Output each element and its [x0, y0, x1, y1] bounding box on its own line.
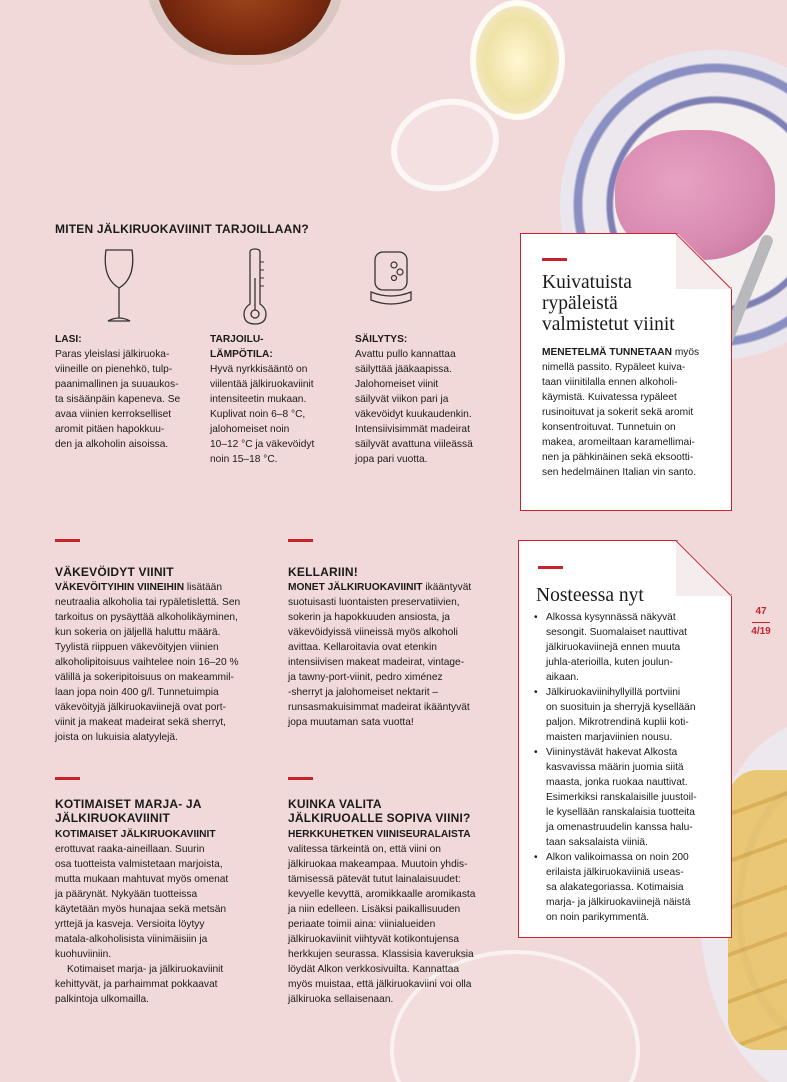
box1-title: Kuivatuista rypäleistä valmistetut viinit: [542, 272, 675, 335]
box1-redbar: [542, 258, 567, 261]
sailytys-block: SÄILYTYS: Avattu pullo kannattaa säilyttää jääkaapissa. Jalohomeiset viinit säilyvät viikon pari ja väkevöidyt kuukaudenkin. Intensiivisimmät madeirat säilyvät avattuna viileässä jopa pari vuotta.: [355, 332, 505, 467]
lampotila-block: TARJOILU- LÄMPÖTILA: Hyvä nyrkkisääntö on viilentää jälkiruokaviinit intensiteetin mukaan. Kuplivat noin 6–8 °C, jalohomeiset noin 10–12 °C ja väkevöidyt noin 15–18 °C.: [210, 332, 340, 467]
lasi-label: LASI:: [55, 334, 82, 345]
box1-body: MENETELMÄ TUNNETAAN myös nimellä passito. Rypäleet kuiva- taan viinitilalla ennen alkoholi- käymistä. Kuivatessa rypäleet rusinoituvat ja sokerit sekä aromit konsentroituvat. Tunnetuin on makea, aromeiltaan karamellimai- nen ja pähkinäinen sekä eksootti- sen hedelmäinen Italian vin santo.: [542, 347, 700, 478]
wine-preserver-icon: [368, 248, 414, 310]
page-number-divider: [752, 622, 770, 623]
box2-redbar: [538, 566, 563, 569]
sailytys-label: SÄILYTYS:: [355, 334, 408, 345]
lampotila-label-2: LÄMPÖTILA:: [210, 349, 273, 360]
thermometer-icon: [240, 248, 270, 326]
list-item: • Jälkiruokaviinihyllyillä portviini on suosituin ja sherryjä kysellään paljon. Mikrotrendinä kuplii koti- maisten marjaviinien nousu.: [534, 685, 730, 745]
kellariin-body: MONET JÄLKIRUOKAVIINIT ikääntyvät suotuisasti luontaisten preservatiivien, sokerin ja hapokkuuden ansiosta, ja väkevöidyissä viineissä myös alkoholi avittaa. Kellaroitavia ovat etenkin intensiivisen makeat madeirat, vintage- ja tawny-port-viinit, pedro ximénez -sherryt ja jalohomeiset nektarit – runsasmakuisimmat madeirat ikääntyvät jopa muutaman sata vuotta!: [288, 582, 472, 728]
kotimaiset-body: KOTIMAISET JÄLKIRUOKAVIINIT erottuvat raaka-aineillaan. Suurin osa tuotteista valmistetaan marjoista, mutta mukaan mahtuvat myös omenat ja päärynät. Nykyään tuotteissa käytetään myös hunajaa sekä metsän yrttejä ja kasveja. Versioita löytyy matala-alkoholisista viinimäisiin ja kuohuviiniin. Kotimaiset marja- ja jälkiruokaviinit kehittyvät, ja parhaimmat pokkaavat palkintoja ulkomailla.: [55, 829, 229, 1005]
kuinka-heading: KUINKA VALITA JÄLKIRUOALLE SOPIVA VIINI?: [288, 797, 471, 825]
red-wine-glass-photo: [145, 0, 345, 65]
kuinka-body: HERKKUHETKEN VIINISEURALAISTA valitessa tärkeintä on, että viini on jälkiruokaa makeampaa. Muutoin yhdis- tämisessä pätevät tutut lainalaisuudet: kevyelle kevyttä, aromikkaalle aromikasta ja niin edelleen. Lisäksi paikallisuuden periaate toimii aina: viinialueiden jälkiruokaviinit viihtyvät kotikontujensa herkkujen seurassa. Klassisia kaveruksia löydät Alkon verkkosivuilta. Kannattaa myös muistaa, että jälkiruokaviini voi olla jälkiruoka sellaisenaan.: [288, 829, 476, 1005]
vakevoidyt-body: VÄKEVÖITYIHIN VIINEIHIN lisätään neutraalia alkoholia tai rypäletislettä. Sen tarkoitus on pysäyttää alkoholikäyminen, kun sokeria on jäljellä haluttu määrä. Tyylistä riippuen väkevöityjen viinien alkoholipitoisuus vaihtelee noin 16–20 % välillä ja sokeripitoisuus on makeammil- laan jopa noin 400 g/l. Tunnetuimpia väkevöityjä jälkiruokaviinejä ovat port- viinit ja makeat madeirat sekä sherryt, joista on lukuisia alatyylejä.: [55, 582, 241, 743]
vakevoidyt-heading: VÄKEVÖIDYT VIINIT: [55, 565, 174, 579]
kotimaiset-heading: KOTIMAISET MARJA- JA JÄLKIRUOKAVIINIT: [55, 797, 202, 825]
box2-title: Nosteessa nyt: [536, 585, 644, 606]
lampotila-label-1: TARJOILU-: [210, 334, 264, 345]
page-number: 47: [755, 606, 767, 617]
trending-list: [534, 610, 730, 925]
lasi-block: LASI: Paras yleislasi jälkiruoka- viineille on pienehkö, tulp- paanimallinen ja suuaukos- ta sisäänpäin kapeneva. Se avaa viinien kerrokselliset aromit pitäen hapokkuu- den ja alkoholin aisoissa.: [55, 332, 195, 452]
kotimaiset-redbar: [55, 777, 80, 780]
kellariin-redbar: [288, 539, 313, 542]
kellariin-heading: KELLARIIN!: [288, 565, 358, 579]
white-wine-glass-photo: [470, 0, 565, 120]
serving-heading: MITEN JÄLKIRUOKAVIINIT TARJOILLAAN?: [55, 222, 309, 236]
list-item: • Alkon valikoimassa on noin 200 erilaista jälkiruokaviiniä useas- sa alakategoriassa. Kotimaisia marja- ja jälkiruokaviinejä näistä on noin parikymmentä.: [534, 850, 730, 925]
kuinka-redbar: [288, 777, 313, 780]
list-item: • Alkossa kysynnässä näkyvät sesongit. Suomalaiset nauttivat jälkiruokaviinejä ennen muuta juhla-aterioilla, kuten joulun- aikaan.: [534, 610, 730, 685]
issue-number: 4/19: [751, 626, 771, 637]
crackers-photo: [728, 770, 787, 1050]
wine-glass-icon: [100, 248, 138, 326]
list-item: • Viininystävät hakevat Alkosta kasvavissa määrin juomia siitä maasta, jonka ruokaa nauttivat. Esimerkiksi ranskalaisille juustoil- le kysellään ranskalaisia tuotteita ja omenastruudelin kanssa halu- taan saksalaista viiniä.: [534, 745, 730, 850]
vakevoidyt-redbar: [55, 539, 80, 542]
